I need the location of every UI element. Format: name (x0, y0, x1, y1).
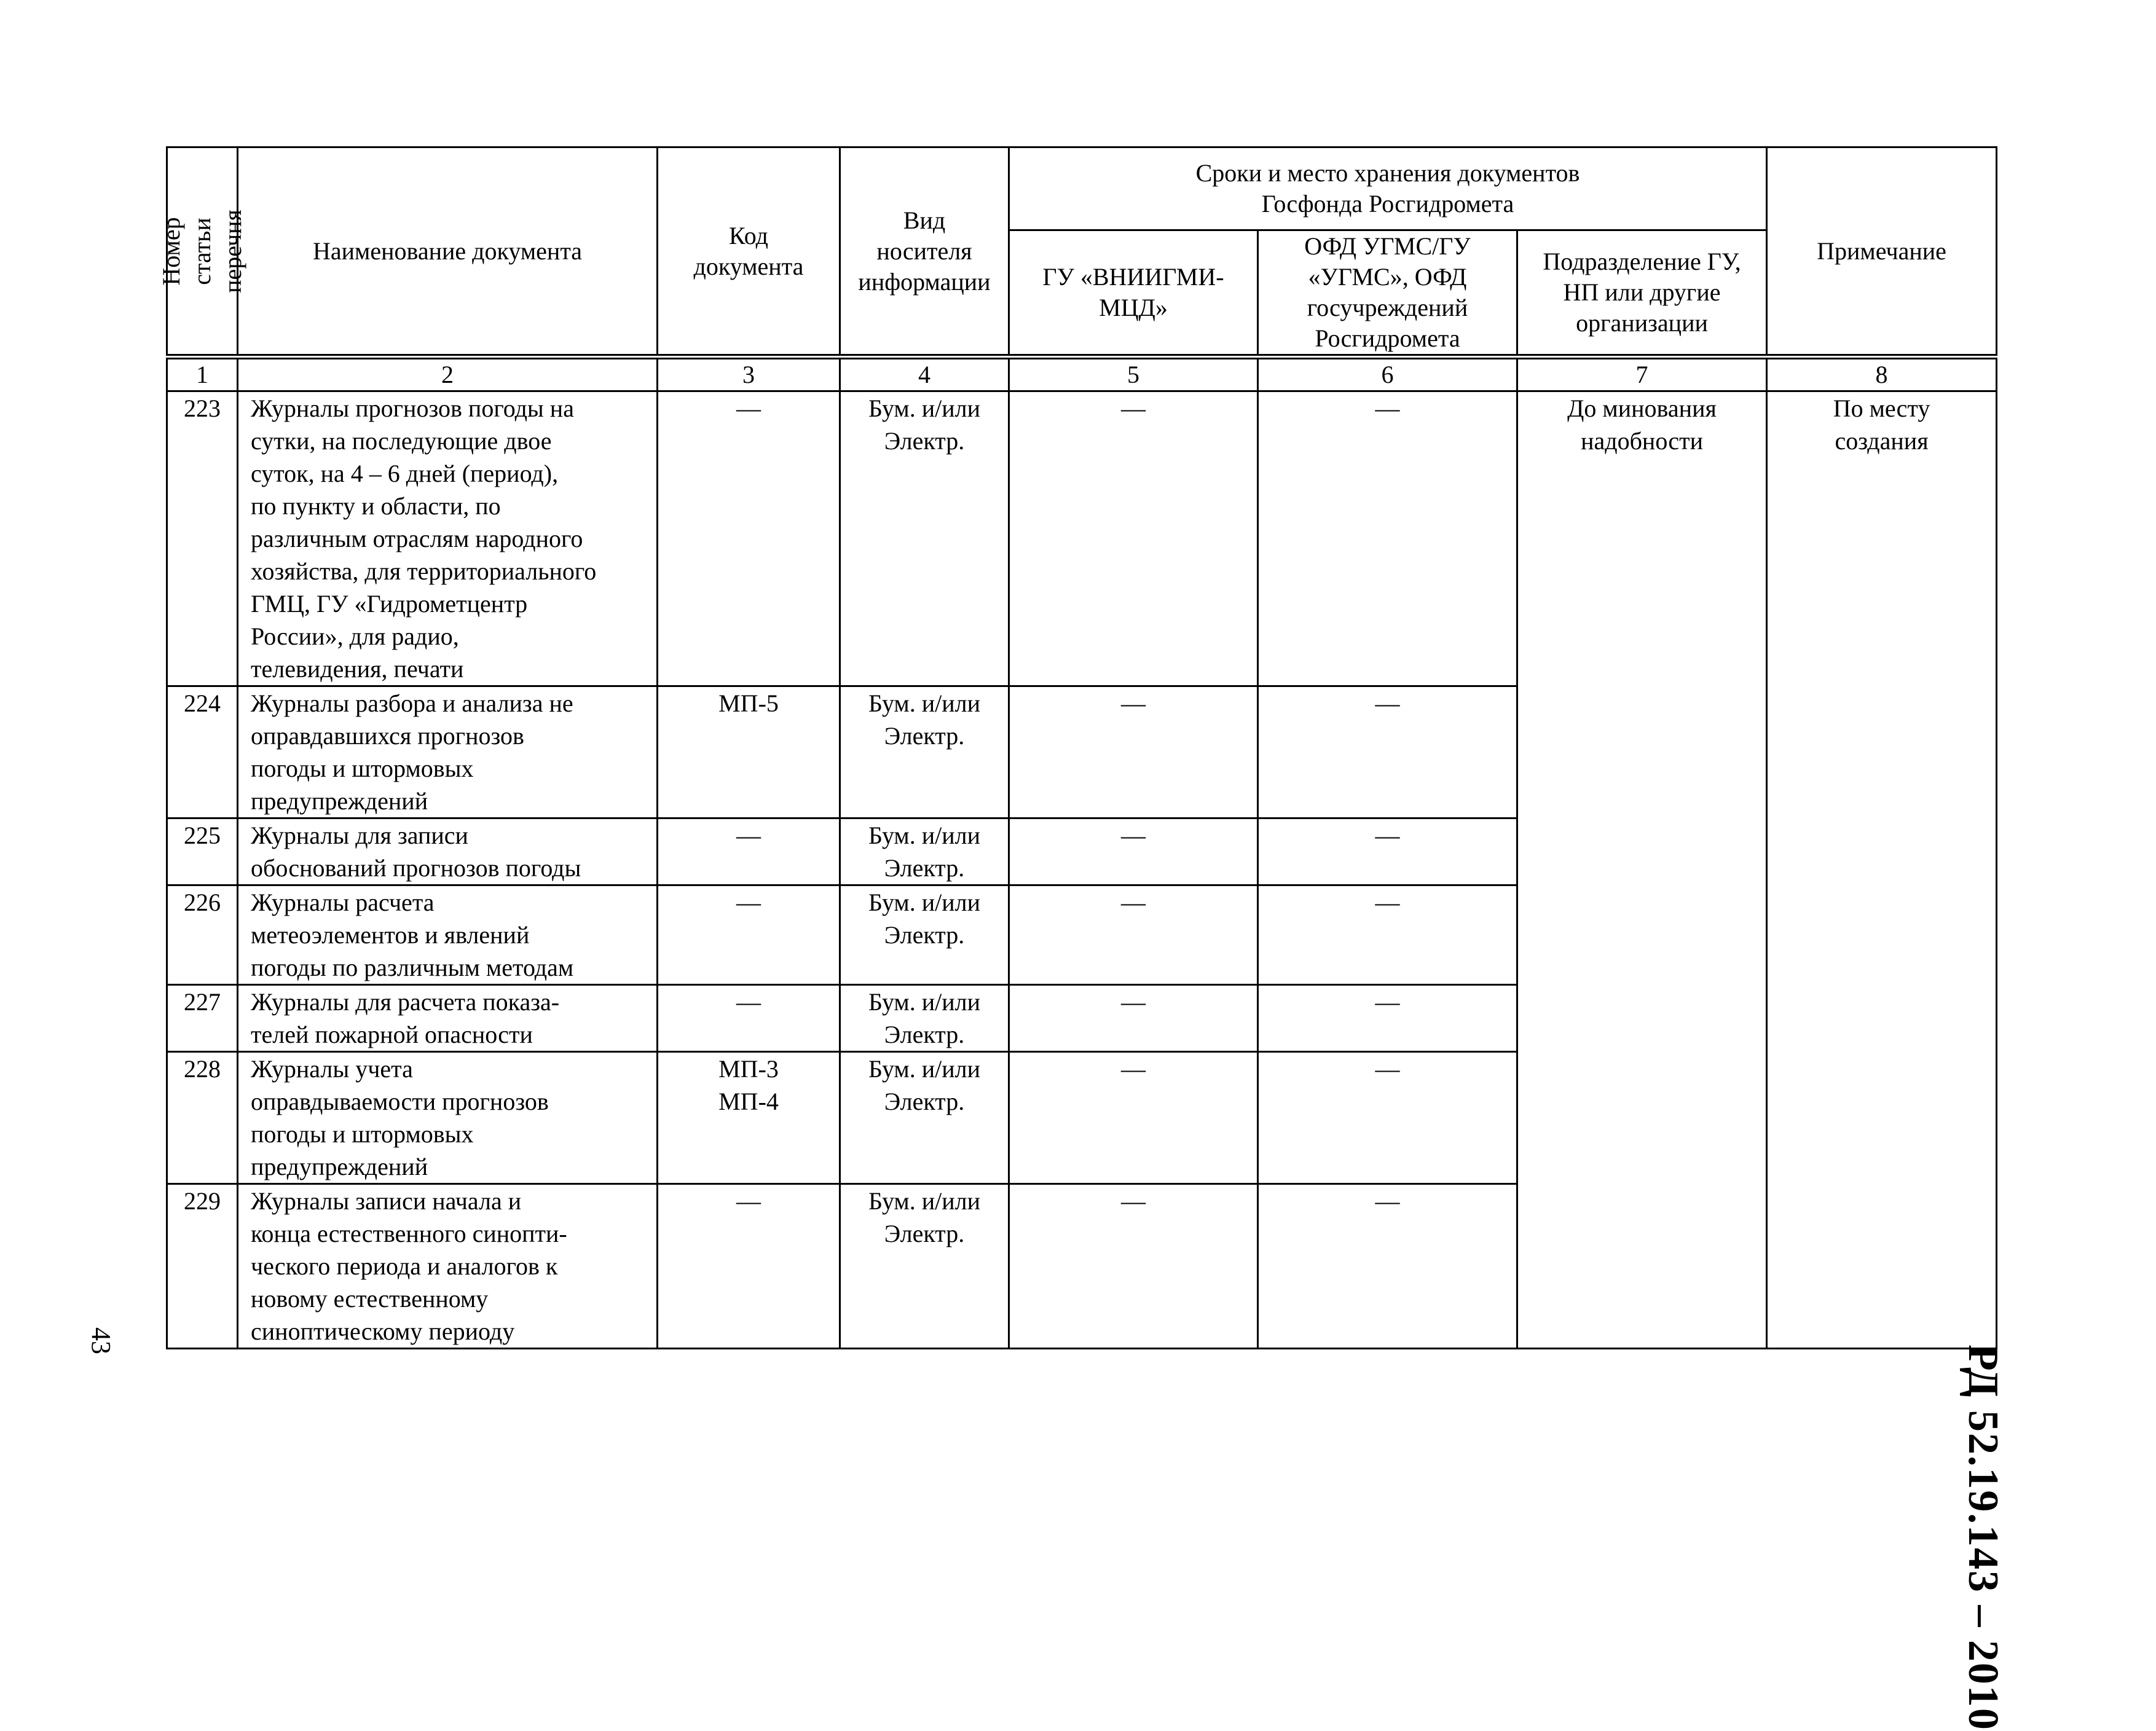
storage-ofd-ugms: — (1258, 686, 1517, 818)
medium-type: Бум. и/или Электр. (840, 818, 1009, 885)
storage-gu-vniigmi: — (1009, 1184, 1258, 1349)
column-number: 3 (658, 357, 840, 391)
medium-type: Бум. и/или Электр. (840, 391, 1009, 686)
header-document-name: Наименование документа (238, 147, 658, 357)
article-number: 224 (167, 686, 238, 818)
document-code: — (658, 985, 840, 1052)
column-number: 5 (1009, 357, 1258, 391)
storage-gu-vniigmi: — (1009, 885, 1258, 985)
storage-gu-vniigmi: — (1009, 391, 1258, 686)
document-name: Журналы для расчета показа- телей пожарной опасности (238, 985, 658, 1052)
medium-type: Бум. и/или Электр. (840, 985, 1009, 1052)
storage-gu-vniigmi: — (1009, 686, 1258, 818)
article-number: 228 (167, 1052, 238, 1184)
header-row-top (167, 147, 1997, 230)
column-number: 2 (238, 357, 658, 391)
document-code: — (658, 1184, 840, 1349)
header-medium-type: Вид носителя информации (840, 147, 1009, 357)
column-number: 4 (840, 357, 1009, 391)
storage-subdivision: До минования надобности (1517, 391, 1767, 1349)
document-code: — (658, 885, 840, 985)
storage-ofd-ugms: — (1258, 885, 1517, 985)
article-number: 223 (167, 391, 238, 686)
page-number: 43 (86, 1327, 116, 1354)
document-name: Журналы для записи обоснований прогнозов погоды (238, 818, 658, 885)
document-designation: РД 52.19.143 – 2010 (1959, 1344, 2007, 1731)
document-name: Журналы учета оправдываемости прогнозов погоды и штормовых предупреждений (238, 1052, 658, 1184)
note: По месту создания (1767, 391, 1997, 1349)
header-document-code: Код документа (658, 147, 840, 357)
storage-ofd-ugms: — (1258, 818, 1517, 885)
storage-ofd-ugms: — (1258, 391, 1517, 686)
document-code: МП-5 (658, 686, 840, 818)
header-article-number: Номер статьи перечня (167, 147, 238, 357)
retention-table (157, 146, 1997, 1349)
document-name: Журналы разбора и анализа не оправдавшихся прогнозов погоды и штормовых предупреждений (238, 686, 658, 818)
document-code: МП-3 МП-4 (658, 1052, 840, 1184)
medium-type: Бум. и/или Электр. (840, 686, 1009, 818)
article-number: 225 (167, 818, 238, 885)
medium-type: Бум. и/или Электр. (840, 1184, 1009, 1349)
article-number: 226 (167, 885, 238, 985)
header-gu-vniigmi: ГУ «ВНИИГМИ- МЦД» (1009, 230, 1258, 357)
document-name: Журналы прогнозов погоды на сутки, на последующие двое суток, на 4 – 6 дней (период), по пункту и области, по различным отраслям народного хозяйства, для территориального ГМЦ, ГУ «Гидрометцентр России», для радио, телевидения, печати (238, 391, 658, 686)
column-number: 6 (1258, 357, 1517, 391)
column-number-row (167, 357, 1997, 391)
column-number: 7 (1517, 357, 1767, 391)
document-code: — (658, 391, 840, 686)
header-subdivision: Подразделение ГУ, НП или другие организации (1517, 230, 1767, 357)
medium-type: Бум. и/или Электр. (840, 1052, 1009, 1184)
storage-ofd-ugms: — (1258, 985, 1517, 1052)
storage-gu-vniigmi: — (1009, 985, 1258, 1052)
storage-ofd-ugms: — (1258, 1184, 1517, 1349)
header-storage-group: Сроки и место хранения документов Госфонда Росгидромета (1009, 147, 1767, 230)
document-name: Журналы расчета метеоэлементов и явлений погоды по различным методам (238, 885, 658, 985)
storage-ofd-ugms: — (1258, 1052, 1517, 1184)
storage-gu-vniigmi: — (1009, 818, 1258, 885)
header-ofd-ugms: ОФД УГМС/ГУ «УГМС», ОФД госучреждений Росгидромета (1258, 230, 1517, 357)
medium-type: Бум. и/или Электр. (840, 885, 1009, 985)
header-note: Примечание (1767, 147, 1997, 357)
storage-gu-vniigmi: — (1009, 1052, 1258, 1184)
article-number: 227 (167, 985, 238, 1052)
document-name: Журналы записи начала и конца естественного синопти- ческого периода и аналогов к новому естественному синоптическому периоду (238, 1184, 658, 1349)
article-number: 229 (167, 1184, 238, 1349)
column-number: 8 (1767, 357, 1997, 391)
document-code: — (658, 818, 840, 885)
column-number: 1 (167, 357, 238, 391)
table-row (167, 391, 1997, 686)
